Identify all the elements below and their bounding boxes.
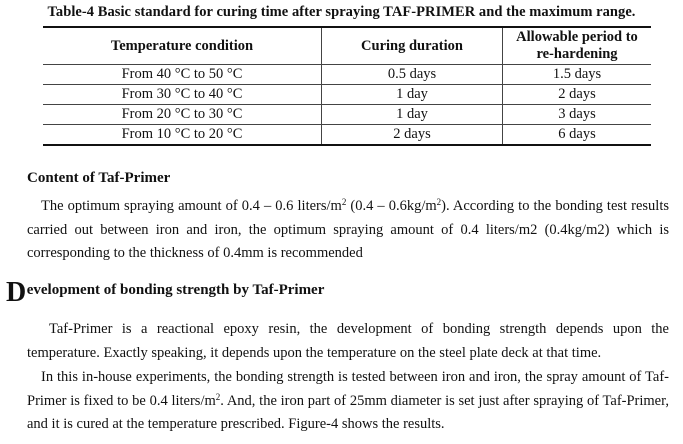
header-allowable-line1: Allowable period to bbox=[516, 29, 638, 45]
section-title-content: Content of Taf-Primer bbox=[27, 170, 171, 186]
cell-allowable: 3 days bbox=[503, 105, 652, 125]
section-title-rest: evelopment of bonding strength by Taf-Primer bbox=[26, 282, 325, 298]
curing-table bbox=[43, 26, 651, 146]
cell-condition: From 40 °C to 50 °C bbox=[43, 65, 322, 85]
cell-curing: 1 day bbox=[322, 105, 503, 125]
header-curing-duration: Curing duration bbox=[322, 27, 503, 65]
cell-allowable: 6 days bbox=[503, 125, 652, 146]
text-run: In this in-house experiments, the bonding strength is tested between iron and iron, the spray amount of Taf-Primer is fixed to be 0.4 liters/m bbox=[27, 369, 669, 409]
header-allowable-line2: re-hardening bbox=[536, 46, 618, 62]
table-row bbox=[43, 125, 651, 146]
superscript: 2 bbox=[341, 197, 347, 207]
cell-condition: From 30 °C to 40 °C bbox=[43, 85, 322, 105]
paragraph-epoxy-resin: Taf-Primer is a reactional epoxy resin, the development of bonding strength depends upon the temperature. Exactly speaking, it depends upon the temperature on the steel plate deck at that time. bbox=[27, 321, 669, 361]
drop-cap: D bbox=[6, 277, 26, 308]
cell-allowable: 2 days bbox=[503, 85, 652, 105]
text-run: The optimum spraying amount of 0.4 – 0.6 liters/m bbox=[41, 198, 342, 214]
cell-condition: From 10 °C to 20 °C bbox=[43, 125, 322, 146]
header-temperature-condition: Temperature condition bbox=[43, 27, 322, 65]
header-allowable-period bbox=[503, 27, 652, 65]
section-title-bonding-strength bbox=[6, 279, 324, 307]
cell-allowable: 1.5 days bbox=[503, 65, 652, 85]
cell-condition: From 20 °C to 30 °C bbox=[43, 105, 322, 125]
paragraph-spraying-amount bbox=[27, 195, 669, 266]
table-row bbox=[43, 105, 651, 125]
cell-curing: 1 day bbox=[322, 85, 503, 105]
table-header-row bbox=[43, 27, 651, 65]
text-run: ). According to the bonding test results carried out between iron and iron, the optimum spraying amount of 0.4 liters/m2 (0.4kg/m2) which is corresponding to the thickness of 0.4mm is recommended bbox=[27, 198, 669, 261]
paragraph-experiments bbox=[27, 366, 669, 437]
table-row bbox=[43, 85, 651, 105]
table-caption: Table-4 Basic standard for curing time after spraying TAF-PRIMER and the maximum range. bbox=[47, 4, 636, 20]
table-row bbox=[43, 65, 651, 85]
text-run: . And, the iron part of 25mm diameter is set just after spraying of Taf-Primer, and it is cured at the temperature prescribed. Figure-4 shows the results. bbox=[27, 392, 669, 432]
cell-curing: 0.5 days bbox=[322, 65, 503, 85]
text-run: (0.4 – 0.6kg/m bbox=[346, 198, 437, 214]
cell-curing: 2 days bbox=[322, 125, 503, 146]
superscript: 2 bbox=[215, 391, 221, 402]
superscript: 2 bbox=[436, 197, 442, 207]
